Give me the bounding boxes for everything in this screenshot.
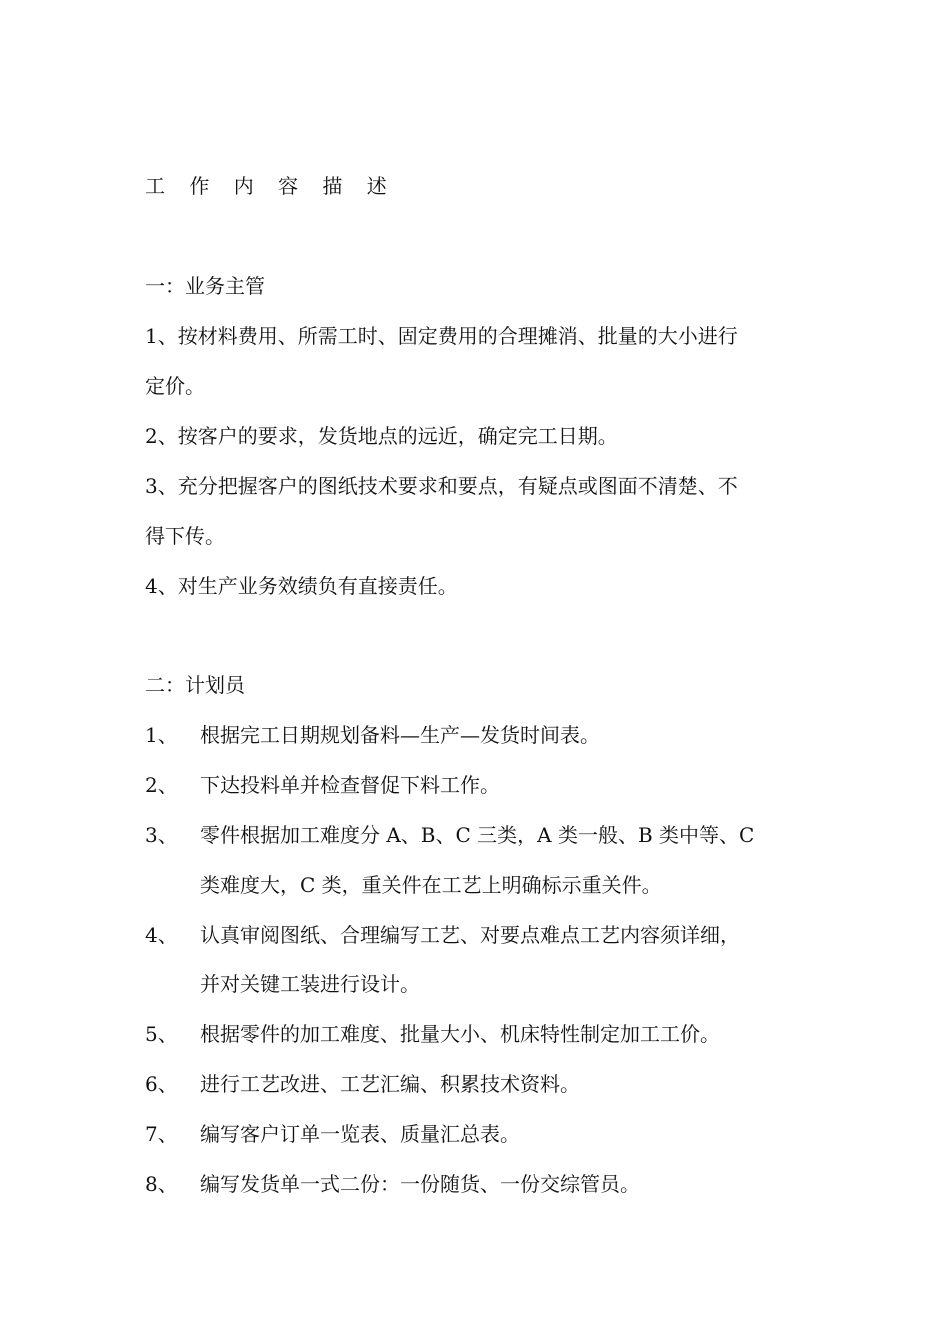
list-item-number: 4、 <box>145 923 178 947</box>
list-item-text: 根据零件的加工难度、批量大小、机床特性制定加工工价。 <box>200 1022 720 1046</box>
list-item-number: 5、 <box>145 1022 178 1046</box>
list-item-number: 6、 <box>145 1072 178 1096</box>
list-item-text: 认真审阅图纸、合理编写工艺、对要点难点工艺内容须详细， <box>200 923 740 947</box>
list-item-number: 8、 <box>145 1172 178 1196</box>
paragraph-line: 得下传。 <box>145 524 225 548</box>
list-item-number: 7、 <box>145 1122 178 1146</box>
list-item-text: 进行工艺改进、工艺汇编、积累技术资料。 <box>200 1072 580 1096</box>
list-item-number: 2、 <box>145 773 178 797</box>
list-item-number: 3、 <box>145 823 178 847</box>
list-item-number: 1、 <box>145 723 178 747</box>
paragraph-line: 1、按材料费用、所需工时、固定费用的合理摊消、批量的大小进行 <box>145 324 738 348</box>
paragraph-line: 2、按客户的要求，发货地点的远近，确定完工日期。 <box>145 424 618 448</box>
paragraph-line: 4、对生产业务效绩负有直接责任。 <box>145 574 458 598</box>
list-item-text: 编写发货单一式二份：一份随货、一份交综管员。 <box>200 1172 640 1196</box>
list-item-text: 根据完工日期规划备料—生产—发货时间表。 <box>200 723 600 747</box>
list-item-text-continued: 类难度大，C 类，重关件在工艺上明确标示重关件。 <box>200 873 662 897</box>
list-item-text: 编写客户订单一览表、质量汇总表。 <box>200 1122 520 1146</box>
paragraph-line: 3、充分把握客户的图纸技术要求和要点，有疑点或图面不清楚、不 <box>145 474 738 498</box>
section-heading-planner: 二：计划员 <box>145 673 245 697</box>
list-item-text: 下达投料单并检查督促下料工作。 <box>200 773 500 797</box>
paragraph-line: 定价。 <box>145 374 205 398</box>
page-title: 工 作 内 容 描 述 <box>145 174 396 198</box>
section-heading-business-manager: 一：业务主管 <box>145 274 265 298</box>
list-item-text-continued: 并对关键工装进行设计。 <box>200 972 420 996</box>
list-item-text: 零件根据加工难度分 A、B、C 三类，A 类一般、B 类中等、C <box>200 823 755 847</box>
